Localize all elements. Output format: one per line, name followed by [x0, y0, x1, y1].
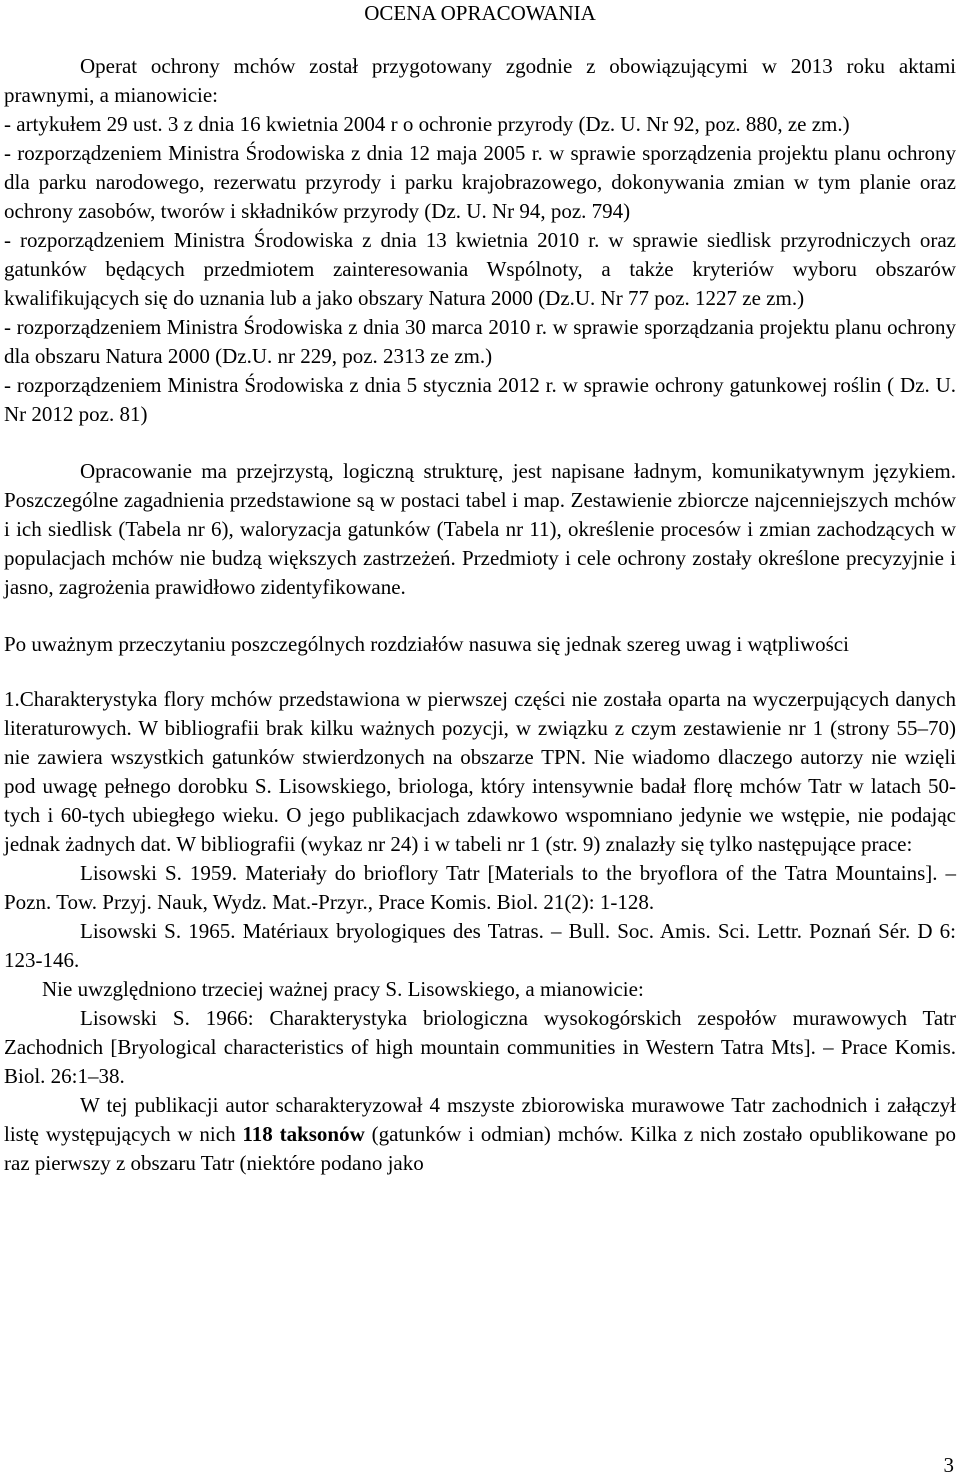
- final-paragraph: [4, 1091, 956, 1178]
- doubts-paragraph: Po uważnym przeczytaniu poszczególnych rozdziałów nasuwa się jednak szereg uwag i wątpliwości: [4, 632, 849, 656]
- final-text-start: W tej publikacji autor scharakteryzował 4 mszyste zbiorowiska murawowe Tatr zachodnich i załączył listę występujących w nich: [4, 1093, 956, 1146]
- point-1-paragraph: 1.Charakterystyka flory mchów przedstawiona w pierwszej części nie została oparta na wyczerpujących danych literaturowych. W bibliografii brak kilku ważnych pozycji, w związku z czym zestawienie nr 1 (strony 55–70) nie zawiera wszystkich gatunków stwierdzonych na obszarze TPN. Nie wiadomo dlaczego autorzy nie wzięli pod uwagę pełnego dorobku S. Lisowskiego, briologa, który intensywnie badał florę mchów Tatr w latach 50-tych i 60-tych ubiegłego wieku. O jego publikacjach zdawkowo wspomniano jedynie we wstępie, nie podając jednak żadnych dat. W bibliografii (wykaz nr 24) i w tabeli nr 1 (str. 9) znalazły się tylko następujące prace:: [4, 687, 956, 856]
- law-item-2: - rozporządzeniem Ministra Środowiska z dnia 12 maja 2005 r. w sprawie sporządzenia projektu planu ochrony dla parku narodowego, rezerwatu przyrody i parku krajobrazowego, dokonywania zmian w tym planie oraz ochrony zasobów, tworów i składników przyrody (Dz. U. Nr 94, poz. 794): [4, 141, 956, 223]
- intro-paragraph: Operat ochrony mchów został przygotowany zgodnie z obowiązującymi w 2013 roku aktami prawnymi, a mianowicie:: [4, 54, 956, 107]
- law-item-5: - rozporządzeniem Ministra Środowiska z dnia 5 stycznia 2012 r. w sprawie ochrony gatunkowej roślin ( Dz. U. Nr 2012 poz. 81): [4, 373, 956, 426]
- reference-3: Lisowski S. 1966: Charakterystyka briologiczna wysokogórskich zespołów murawowych Tatr Zachodnich [Bryological characteristics of high mountain communities in Western Tatra Mts]. – Prace Komis. Biol. 26:1–38.: [4, 1006, 956, 1088]
- assessment-paragraph: Opracowanie ma przejrzystą, logiczną strukturę, jest napisane ładnym, komunikatywnym językiem. Poszczególne zagadnienia przedstawione są w postaci tabel i map. Zestawienie zbiorcze najcenniejszych mchów i ich siedlisk (Tabela nr 6), waloryzacja gatunków (Tabela nr 11), określenie procesów i zmian zachodzących w populacjach mchów nie budzą większych zastrzeżeń. Przedmioty i cele ochrony zostały określone precyzyjnie i jasno, zagrożenia prawidłowo zidentyfikowane.: [4, 459, 956, 599]
- page-title: OCENA OPRACOWANIA: [364, 1, 596, 25]
- law-item-1: - artykułem 29 ust. 3 z dnia 16 kwietnia 2004 r o ochronie przyrody (Dz. U. Nr 92, poz. 880, ze zm.): [4, 112, 850, 136]
- reference-2: Lisowski S. 1965. Matériaux bryologiques des Tatras. – Bull. Soc. Amis. Sci. Lettr. Poznań Sér. D 6: 123-146.: [4, 919, 956, 972]
- law-item-4: - rozporządzeniem Ministra Środowiska z dnia 30 marca 2010 r. w sprawie sporządzania projektu planu ochrony dla obszaru Natura 2000 (Dz.U. nr 229, poz. 2313 ze zm.): [4, 315, 956, 368]
- law-item-3: - rozporządzeniem Ministra Środowiska z dnia 13 kwietnia 2010 r. w sprawie siedlisk przyrodniczych oraz gatunków będących przedmiotem zainteresowania Wspólnoty, a także kryteriów wyboru obszarów kwalifikujących się do uznania lub a jako obszary Natura 2000 (Dz.U. Nr 77 poz. 1227 ze zm.): [4, 228, 956, 310]
- final-text-end: (gatunków i odmian) mchów. Kilka z nich zostało opublikowane po raz pierwszy z obszaru Tatr (niektóre podano jako: [4, 1122, 956, 1175]
- reference-1: Lisowski S. 1959. Materiały do brioflory Tatr [Materials to the bryoflora of the Tatra Mountains]. – Pozn. Tow. Przyj. Nauk, Wydz. Mat.-Przyr., Prace Komis. Biol. 21(2): 1-128.: [4, 861, 956, 914]
- document-page: [4, 0, 956, 1178]
- page-number: 3: [943, 1453, 954, 1477]
- omitted-work-paragraph: Nie uwzględniono trzeciej ważnej pracy S. Lisowskiego, a mianowicie:: [42, 977, 644, 1001]
- taxa-count-bold: 118 taksonów: [242, 1122, 365, 1146]
